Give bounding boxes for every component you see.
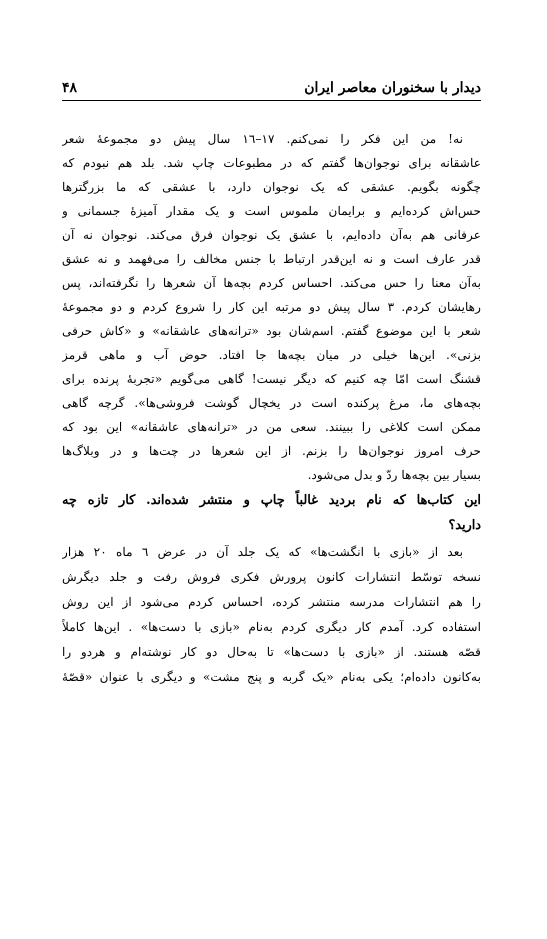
paragraph-line: چگونه بگویم. عشقی که یک نوجوان دارد، با عشقی که ما بزرگترها xyxy=(62,180,481,194)
paragraph-line: بسیار بین بچه‌ها ردّ و بدل می‌شود. xyxy=(307,468,481,482)
running-head xyxy=(62,76,481,100)
paragraph-line: بزنی». این‌ها خیلی در میان بچه‌ها جا افتاد. حوض آب و ماهی قرمز xyxy=(62,348,481,362)
paragraph-line: به‌آن معنا را حس می‌کند. احساس کردم بچه‌ها آن شعرها را نگرفته‌اند، پس xyxy=(62,276,481,290)
paragraph-line: به‌کانون داده‌ام؛ یکی به‌نام «یک گربه و پنج مشت» و دیگری با عنوان «قصّهٔ xyxy=(62,670,481,684)
paragraph-line: نه! من این فکر را نمی‌کنم. ۱۷–۱٦ سال پیش دو مجموعهٔ شعر xyxy=(62,132,463,146)
paragraph-line: استفاده کرد. آمدم کار دیگری کردم به‌نام «بازی با دست‌ها» . این‌ها کاملاً xyxy=(62,620,481,634)
header-rule xyxy=(62,100,481,101)
book-title: دیدار با سخنوران معاصر ایران xyxy=(304,80,481,96)
paragraph-line: عاشقانه برای نوجوان‌ها گفتم که در مطبوعات چاپ شد. بلد هم نبودم که xyxy=(62,156,481,170)
paragraph-line: حرف امروز نوجوان‌ها را بزنم. از این شعرها در چت‌ها و در وبلاگ‌ها xyxy=(62,444,481,458)
paragraph-line: قصّه هستند. از «بازی با دست‌ها» تا به‌حال دو کار نوشته‌ام و هردو را xyxy=(62,645,481,659)
paragraph-line: نسخه توسّط انتشارات کانون پرورش فکری فروش رفت و جلد دیگرش xyxy=(62,570,481,584)
paragraph-line: حس‌اش کرده‌ایم و برایمان ملموس است و یک مقدار آمیزهٔ جسمانی و xyxy=(62,204,481,218)
paragraph-line: قدر عارف است و نه این‌قدر ارتباط با جنس مخالف را می‌فهمد و نه عشق xyxy=(62,252,481,266)
paragraph-line: بعد از «بازی با انگشت‌ها» که یک جلد آن در عرض ٦ ماه ۲۰ هزار xyxy=(62,545,463,559)
paragraph-line: رهایشان کردم. ۳ سال پیش دو مرتبه این کار را شروع کردم و دو مجموعهٔ xyxy=(62,300,481,314)
paragraph-line: شعر با این موضوع گفتم. اسم‌شان بود «ترانه‌های عاشقانه» و «کاش حرفی xyxy=(62,324,481,338)
page-number: ۴۸ xyxy=(62,80,78,96)
paragraph-line: ممکن است کلاغی را ببینند. سعی من در «ترانه‌های عاشقانه» این بود که xyxy=(62,420,481,434)
paragraph-line: قشنگ است امّا چه کنیم که دیگر نیست! گاهی می‌گویم «تجربهٔ پرنده برای xyxy=(62,372,481,386)
paragraph-line: عرفانی هم به‌آن داده‌ایم، با عشق یک نوجوان فرق می‌کند. نوجوان نه آن xyxy=(62,228,481,242)
interview-question: دارید؟ xyxy=(448,518,481,533)
paragraph-line: بچه‌های ما، مرغ پرکنده است در یخچال گوشت فروشی‌ها». گرچه گاهی xyxy=(62,396,481,410)
interview-question: این کتاب‌ها که نام بردید غالباً چاپ و منتشر شده‌اند. کار تازه چه xyxy=(62,493,481,508)
paragraph-line: را هم انتشارات مدرسه منتشر کرده، احساس کردم می‌شود از این روش xyxy=(62,595,481,609)
